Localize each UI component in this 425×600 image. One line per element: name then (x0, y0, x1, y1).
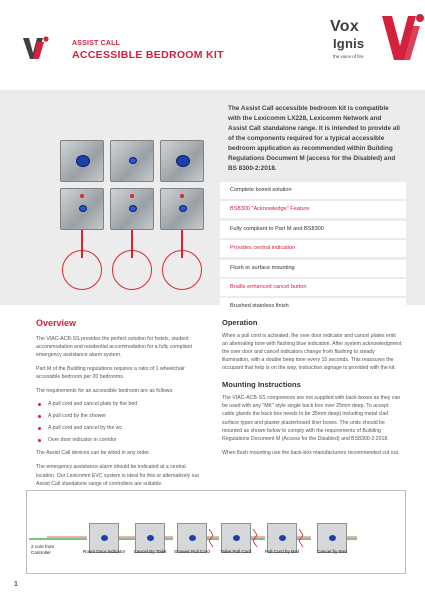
blue-button-icon (176, 155, 190, 167)
product-image (50, 110, 210, 300)
feature-item: Flush or surface mounting (220, 260, 406, 277)
mounting-paragraph: The VIAC-ACB-SS components are not supplied with back-boxes as they can be used with any "MK" style single back box over 25mm deep. To accept cable glands the back box needs to be 35mm deep) including metal clad surface types and plaster plasterboard liner boxes. The units should be mounted as shown below to comply with the requirements of Building Regulations Document M (Access for the Disabled) and BS8300-2:2018. (222, 395, 401, 442)
device-label: Pull Cord by Bed (264, 549, 300, 554)
overview-heading: Overview (36, 318, 77, 328)
blue-button-icon (101, 535, 108, 541)
brand-mark-icon (376, 12, 425, 64)
led-icon (180, 194, 184, 198)
device-label: Shower Pull Cord (174, 549, 210, 554)
overview-paragraph: The requirements for an accessible bedroom are as follows: (36, 388, 174, 395)
pull-cord-loop-icon (162, 250, 202, 290)
controller-label (31, 544, 54, 556)
blue-button-icon (279, 535, 286, 541)
feature-list (220, 182, 406, 318)
indicator-plate (60, 140, 104, 182)
overview-paragraph: The Assist Call devices can be wired in any order. (36, 450, 151, 457)
overview-paragraph: The VIAC-ACB-SS provides the perfect solution for hotels, student accommodation and residential accommodation for a fully compliant emergency assistance alarm system. (36, 336, 192, 359)
title-block (72, 40, 224, 61)
feature-item: Provides central indication (220, 240, 406, 257)
indicator-plate (160, 140, 204, 182)
feature-item: Fully compliant to Part M and BS8300 (220, 221, 406, 238)
blue-button-icon (179, 205, 187, 212)
wiring-diagram (26, 490, 406, 574)
page-title: ACCESSIBLE BEDROOM KIT (72, 49, 224, 61)
device-label: Room Door Indicator (82, 549, 126, 554)
page-number: 1 (14, 581, 18, 588)
requirements-list (36, 401, 202, 443)
voxignis-logo (330, 14, 425, 72)
feature-item: BS8300 "Acknowledge" Feature (220, 201, 406, 218)
led-icon (130, 194, 134, 198)
controller-label-line: 2 core from (31, 544, 55, 549)
device-label: Toilet Pull Cord (220, 549, 252, 554)
overview-paragraph: The emergency assistance alarm should be indicated at a central location. Our Lexicomm EVC system is ideal for this or alternatively our Assist Call standalone range of controllers are suitable. (36, 464, 200, 487)
mounting-paragraph: When flush mounting use the back-box manufacturers recommended cut out. (222, 449, 400, 456)
overview-section (36, 318, 202, 494)
pull-cord-plate (60, 188, 104, 230)
list-item: A pull cord and cancel plate by the bed (36, 401, 202, 407)
device-label: Cancel By Toilet (133, 549, 167, 554)
controller-label-line: Controller (31, 549, 51, 555)
brand-line-1: Vox (330, 18, 360, 35)
blue-button-icon (129, 205, 137, 212)
header-kicker: ASSIST CALL (72, 40, 121, 47)
list-item: A pull cord by the shower (36, 413, 202, 419)
brand-line-2: Ignis (333, 36, 365, 51)
feature-item: Complete boxed solution (220, 182, 406, 199)
feature-item: Braille enhanced cancel button (220, 279, 406, 296)
assist-call-logo-icon (20, 33, 50, 63)
intro-text: The Assist Call accessible bedroom kit is compatible with the Lexicomm LX228, Lexicomm Network and Assist Call standalone range. It is intended to provide all of the components required for a typical accessible bedroom application as recommended within Building Regulations Document M (access for the Disabled) and BS 8300-2:2018. (228, 105, 400, 172)
operation-section (222, 318, 402, 463)
feature-item: Brushed stainless finish (220, 298, 406, 315)
blue-button-icon (79, 205, 87, 212)
indicator-plate (110, 140, 154, 182)
operation-paragraph: When a pull cord is activated, the over door indicator and cancel plates emit an alternating tone with flashing blue indication. After system acknowledgment the over door and cancel indicators change from flashing to steady illumination, with a double beep tone every 15 seconds. This reassures the occupant that help is on the way, instruction signage is provided with the kit. (222, 333, 402, 372)
brand-tagline: the voice of fire (333, 54, 364, 59)
blue-button-icon (129, 157, 137, 164)
blue-button-icon (233, 535, 240, 541)
blue-button-icon (147, 535, 154, 541)
operation-heading: Operation (222, 318, 258, 327)
list-item: A pull cord and cancel by the wc (36, 425, 202, 431)
pull-cord-plate (110, 188, 154, 230)
list-item: Over door indicator in corridor (36, 437, 202, 443)
pull-cord-loop-icon (112, 250, 152, 290)
page-header (0, 0, 425, 72)
device-label: Cancel by Bed (317, 549, 347, 554)
pull-cord-plate (160, 188, 204, 230)
blue-button-icon (189, 535, 196, 541)
blue-button-icon (329, 535, 336, 541)
led-icon (80, 194, 84, 198)
blue-button-icon (76, 155, 90, 167)
product-panel (0, 90, 425, 310)
pull-cord-loop-icon (62, 250, 102, 290)
mounting-heading: Mounting Instructions (222, 380, 301, 390)
overview-paragraph: Part M of the Building regulations requires a ratio of 1 wheelchair accessible bedroom per 20 bedrooms. (36, 366, 185, 381)
wiring-lines (27, 491, 407, 575)
